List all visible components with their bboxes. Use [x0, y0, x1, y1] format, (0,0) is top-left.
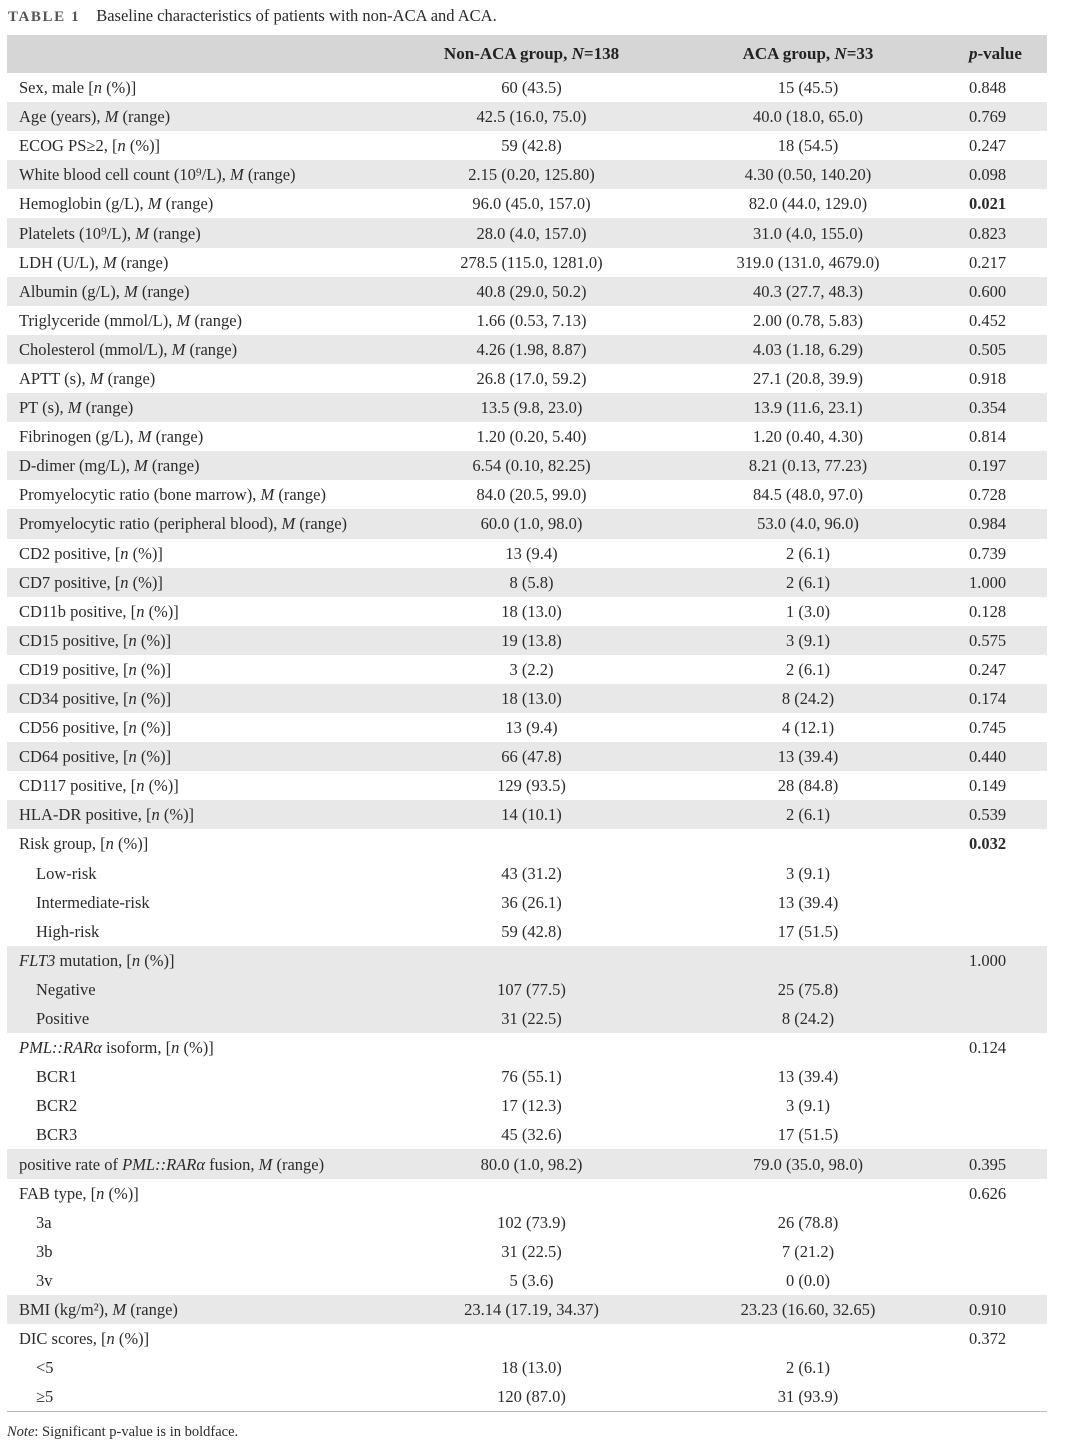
- aca-value: 13 (39.4): [777, 1067, 839, 1087]
- table-row: [7, 102, 1047, 131]
- non-aca-value: 107 (77.5): [397, 975, 666, 1004]
- non-aca-value: 23.14 (17.19, 34.37): [397, 1295, 666, 1324]
- aca-value: 2 (6.1): [666, 568, 950, 597]
- table-row: [7, 626, 1047, 655]
- non-aca-value: 3 (2.2): [509, 659, 554, 679]
- aca-value: 25 (75.8): [666, 975, 950, 1004]
- non-aca-value: 6.54 (0.10, 82.25): [397, 451, 666, 480]
- p-value: 0.918: [969, 368, 1007, 388]
- row-label: CD56 positive, [n (%)]: [19, 718, 172, 738]
- aca-value: 40.0 (18.0, 65.0): [666, 102, 950, 131]
- p-value: 0.197: [950, 451, 1047, 480]
- aca-value: 4 (12.1): [781, 718, 835, 738]
- row-label: CD64 positive, [n (%)]: [7, 742, 397, 771]
- aca-value: 18 (54.5): [777, 136, 839, 156]
- aca-value: 8 (24.2): [666, 684, 950, 713]
- row-label: DIC scores, [n (%)]: [19, 1329, 150, 1349]
- table-row: [7, 248, 1047, 277]
- p-value: 0.505: [950, 335, 1047, 364]
- p-value: 0.823: [950, 218, 1047, 247]
- non-aca-value: 60.0 (1.0, 98.0): [397, 509, 666, 538]
- p-value: 0.128: [969, 601, 1007, 621]
- aca-value: 13.9 (11.6, 23.1): [666, 393, 950, 422]
- row-label: HLA-DR positive, [n (%)]: [7, 800, 397, 829]
- table-row: [7, 277, 1047, 306]
- table-row: [7, 422, 1047, 451]
- table-row: [7, 917, 1047, 946]
- table-note: [7, 1420, 238, 1444]
- p-value: 0.354: [950, 393, 1047, 422]
- table-row: [7, 1004, 1047, 1033]
- p-value: 0.440: [950, 742, 1047, 771]
- aca-value: 17 (51.5): [777, 921, 839, 941]
- row-label: 3v: [36, 1270, 53, 1290]
- table-row: [7, 888, 1047, 917]
- p-value: 1.000: [950, 946, 1047, 975]
- aca-value: 8.21 (0.13, 77.23): [666, 451, 950, 480]
- non-aca-value: 129 (93.5): [497, 776, 566, 796]
- aca-value: [666, 946, 950, 975]
- p-value: [950, 1382, 1047, 1412]
- aca-value: 2 (6.1): [786, 659, 830, 679]
- p-value: 0.395: [950, 1149, 1047, 1178]
- non-aca-value: 4.26 (1.98, 8.87): [397, 335, 666, 364]
- p-value: 0.372: [969, 1329, 1007, 1349]
- non-aca-value: 26.8 (17.0, 59.2): [476, 368, 587, 388]
- aca-value: 3 (9.1): [786, 1096, 830, 1116]
- p-value: [950, 917, 1047, 946]
- table-row: [7, 73, 1047, 102]
- p-value: [950, 975, 1047, 1004]
- aca-value: 4.03 (1.18, 6.29): [666, 335, 950, 364]
- non-aca-value: 36 (26.1): [501, 892, 562, 912]
- non-aca-value: 120 (87.0): [397, 1382, 666, 1412]
- aca-value: [666, 1179, 950, 1208]
- row-label: CD7 positive, [n (%)]: [7, 568, 397, 597]
- aca-value: [666, 1324, 950, 1353]
- p-value: 0.539: [950, 800, 1047, 829]
- row-label: <5: [36, 1358, 54, 1378]
- p-value: 0.814: [969, 427, 1007, 447]
- non-aca-value: 18 (13.0): [501, 601, 562, 621]
- table-row: [7, 306, 1047, 335]
- aca-value: 84.5 (48.0, 97.0): [753, 485, 863, 505]
- p-value: 0.021: [969, 194, 1007, 214]
- row-label: White blood cell count (10⁹/L), M (range): [7, 160, 397, 189]
- p-value: 0.032: [969, 834, 1007, 854]
- table-row: [7, 975, 1047, 1004]
- row-label: BCR2: [36, 1096, 78, 1116]
- aca-value: 31.0 (4.0, 155.0): [666, 218, 950, 247]
- aca-value: [666, 829, 950, 858]
- note-text: : Significant p-value is in boldface.: [34, 1424, 239, 1440]
- row-label: Intermediate-risk: [36, 892, 150, 912]
- row-label: Promyelocytic ratio (peripheral blood), M (range): [7, 509, 397, 538]
- non-aca-value: 2.15 (0.20, 125.80): [397, 160, 666, 189]
- header-p-value: p-value: [950, 35, 1047, 73]
- aca-value: 8 (24.2): [666, 1004, 950, 1033]
- row-label: Promyelocytic ratio (bone marrow), M (range): [19, 485, 326, 505]
- aca-value: 1 (3.0): [786, 601, 830, 621]
- row-label: Cholesterol (mmol/L), M (range): [7, 335, 397, 364]
- non-aca-value: 19 (13.8): [397, 626, 666, 655]
- header-non-aca-group: Non-ACA group, N=138: [397, 35, 666, 73]
- row-label: CD19 positive, [n (%)]: [19, 659, 172, 679]
- p-value: 0.626: [969, 1183, 1007, 1203]
- non-aca-value: 18 (13.0): [501, 1358, 562, 1378]
- aca-value: 1.20 (0.40, 4.30): [753, 427, 863, 447]
- row-label: PML::RARα isoform, [n (%)]: [19, 1038, 214, 1058]
- row-label: Hemoglobin (g/L), M (range): [19, 194, 214, 214]
- p-value: [950, 1062, 1047, 1091]
- aca-value: 53.0 (4.0, 96.0): [666, 509, 950, 538]
- aca-value: 82.0 (44.0, 129.0): [748, 194, 868, 214]
- table-row: [7, 1120, 1047, 1149]
- p-value: 0.745: [969, 718, 1007, 738]
- aca-value: 13 (39.4): [666, 742, 950, 771]
- row-label: Albumin (g/L), M (range): [7, 277, 397, 306]
- p-value: 0.124: [969, 1038, 1007, 1058]
- non-aca-value: 96.0 (45.0, 157.0): [472, 194, 591, 214]
- non-aca-value: 84.0 (20.5, 99.0): [476, 485, 587, 505]
- table-row: [7, 509, 1047, 538]
- table-caption: [8, 4, 497, 28]
- aca-value: [666, 1033, 950, 1062]
- p-value: 1.000: [950, 568, 1047, 597]
- non-aca-value: 59 (42.8): [501, 136, 562, 156]
- table-row: [7, 655, 1047, 684]
- row-label: Age (years), M (range): [7, 102, 397, 131]
- non-aca-value: 80.0 (1.0, 98.2): [397, 1149, 666, 1178]
- row-label: High-risk: [36, 921, 100, 941]
- table-row: [7, 771, 1047, 800]
- non-aca-value: 5 (3.6): [509, 1270, 554, 1290]
- aca-value: 7 (21.2): [781, 1241, 835, 1261]
- table-row: [7, 1295, 1047, 1324]
- p-value: 0.217: [969, 252, 1007, 272]
- p-value: 0.149: [969, 776, 1007, 796]
- table-row: [7, 1091, 1047, 1120]
- row-label: BCR1: [36, 1067, 78, 1087]
- row-label: Platelets (10⁹/L), M (range): [7, 218, 397, 247]
- aca-value: 2 (6.1): [666, 800, 950, 829]
- aca-value: 28 (84.8): [777, 776, 839, 796]
- aca-value: 2 (6.1): [786, 543, 830, 563]
- aca-value: 79.0 (35.0, 98.0): [666, 1149, 950, 1178]
- table-row: [7, 1324, 1047, 1353]
- p-value: 0.848: [969, 78, 1007, 98]
- p-value: 0.247: [969, 659, 1007, 679]
- non-aca-value: 59 (42.8): [501, 921, 562, 941]
- table-title: Baseline characteristics of patients with non-ACA and ACA.: [96, 6, 497, 25]
- table-row: [7, 160, 1047, 189]
- non-aca-value: 102 (73.9): [497, 1212, 566, 1232]
- aca-value: 31 (93.9): [666, 1382, 950, 1412]
- row-label: Triglyceride (mmol/L), M (range): [19, 310, 243, 330]
- table-row: [7, 1266, 1047, 1295]
- table-row: [7, 480, 1047, 509]
- non-aca-value: 66 (47.8): [397, 742, 666, 771]
- table-row: [7, 393, 1047, 422]
- p-value: [950, 1120, 1047, 1149]
- p-value: 0.739: [969, 543, 1007, 563]
- row-label: PT (s), M (range): [7, 393, 397, 422]
- row-label: FLT3 mutation, [n (%)]: [7, 946, 397, 975]
- row-label: CD117 positive, [n (%)]: [19, 776, 179, 796]
- non-aca-value: 40.8 (29.0, 50.2): [397, 277, 666, 306]
- header-characteristic: [7, 35, 397, 73]
- row-label: CD2 positive, [n (%)]: [19, 543, 163, 563]
- table-row: [7, 1353, 1047, 1382]
- aca-value: 27.1 (20.8, 39.9): [753, 368, 863, 388]
- row-label: D-dimer (mg/L), M (range): [7, 451, 397, 480]
- p-value: [950, 1353, 1047, 1382]
- row-label: Positive: [7, 1004, 397, 1033]
- p-value: [950, 1004, 1047, 1033]
- row-label: CD11b positive, [n (%)]: [19, 601, 179, 621]
- aca-value: 23.23 (16.60, 32.65): [666, 1295, 950, 1324]
- non-aca-value: 76 (55.1): [501, 1067, 562, 1087]
- row-label: LDH (U/L), M (range): [19, 252, 169, 272]
- table-row: [7, 1382, 1047, 1412]
- non-aca-value: [397, 1179, 666, 1208]
- p-value: 0.728: [969, 485, 1007, 505]
- table-row: [7, 800, 1047, 829]
- p-value: 0.910: [950, 1295, 1047, 1324]
- aca-value: 2 (6.1): [786, 1358, 830, 1378]
- row-label: Fibrinogen (g/L), M (range): [19, 427, 204, 447]
- table-row: [7, 713, 1047, 742]
- p-value: [950, 859, 1047, 888]
- row-label: Negative: [7, 975, 397, 1004]
- table-row: [7, 1033, 1047, 1062]
- table-header-row: [7, 35, 1047, 73]
- aca-value: 26 (78.8): [777, 1212, 839, 1232]
- table-row: [7, 131, 1047, 160]
- non-aca-value: 14 (10.1): [397, 800, 666, 829]
- row-label: BMI (kg/m²), M (range): [7, 1295, 397, 1324]
- table-row: [7, 539, 1047, 568]
- row-label: CD34 positive, [n (%)]: [7, 684, 397, 713]
- aca-value: 4.30 (0.50, 140.20): [666, 160, 950, 189]
- row-label: Risk group, [n (%)]: [19, 834, 149, 854]
- aca-value: 3 (9.1): [666, 626, 950, 655]
- table-row: [7, 742, 1047, 771]
- baseline-characteristics-table: [7, 35, 1047, 1412]
- table-row: [7, 684, 1047, 713]
- aca-value: 3 (9.1): [786, 863, 830, 883]
- non-aca-value: 18 (13.0): [397, 684, 666, 713]
- aca-value: 319.0 (131.0, 4679.0): [736, 252, 880, 272]
- non-aca-value: 60 (43.5): [501, 78, 562, 98]
- row-label: FAB type, [n (%)]: [19, 1183, 139, 1203]
- table-row: [7, 1149, 1047, 1178]
- aca-value: 0 (0.0): [786, 1270, 830, 1290]
- table-row: [7, 859, 1047, 888]
- non-aca-value: 45 (32.6): [501, 1125, 562, 1145]
- non-aca-value: 13 (9.4): [505, 543, 558, 563]
- row-label: Low-risk: [36, 863, 97, 883]
- header-aca-group: ACA group, N=33: [666, 35, 950, 73]
- non-aca-value: 8 (5.8): [397, 568, 666, 597]
- non-aca-value: [397, 829, 666, 858]
- aca-value: 15 (45.5): [777, 78, 839, 98]
- non-aca-value: 13 (9.4): [505, 718, 558, 738]
- p-value: [950, 888, 1047, 917]
- row-label: ECOG PS≥2, [n (%)]: [19, 136, 161, 156]
- non-aca-value: [397, 946, 666, 975]
- row-label: positive rate of PML::RARα fusion, M (range): [7, 1149, 397, 1178]
- table-row: [7, 829, 1047, 858]
- table-row: [7, 946, 1047, 975]
- non-aca-value: 278.5 (115.0, 1281.0): [460, 252, 603, 272]
- row-label: 3a: [36, 1212, 52, 1232]
- non-aca-value: 1.20 (0.20, 5.40): [476, 427, 587, 447]
- p-value: 0.575: [950, 626, 1047, 655]
- table-row: [7, 335, 1047, 364]
- non-aca-value: 17 (12.3): [501, 1096, 562, 1116]
- non-aca-value: 1.66 (0.53, 7.13): [476, 310, 587, 330]
- non-aca-value: 31 (22.5): [397, 1004, 666, 1033]
- p-value: [950, 1266, 1047, 1295]
- table-number: TABLE 1: [8, 9, 81, 25]
- non-aca-value: 42.5 (16.0, 75.0): [397, 102, 666, 131]
- non-aca-value: 31 (22.5): [501, 1241, 562, 1261]
- non-aca-value: 28.0 (4.0, 157.0): [397, 218, 666, 247]
- p-value: [950, 1237, 1047, 1266]
- p-value: 0.984: [950, 509, 1047, 538]
- table-row: [7, 1237, 1047, 1266]
- p-value: [950, 1091, 1047, 1120]
- row-label: Sex, male [n (%)]: [19, 78, 137, 98]
- table-row: [7, 1062, 1047, 1091]
- p-value: 0.769: [950, 102, 1047, 131]
- aca-value: 13 (39.4): [777, 892, 839, 912]
- note-prefix: Note: [7, 1424, 35, 1440]
- aca-value: 2.00 (0.78, 5.83): [753, 310, 863, 330]
- p-value: 0.098: [950, 160, 1047, 189]
- table-row: [7, 218, 1047, 247]
- row-label: APTT (s), M (range): [19, 368, 156, 388]
- p-value: 0.174: [950, 684, 1047, 713]
- table-row: [7, 1179, 1047, 1208]
- p-value: 0.247: [969, 136, 1007, 156]
- table-row: [7, 1208, 1047, 1237]
- table-row: [7, 189, 1047, 218]
- table-row: [7, 568, 1047, 597]
- aca-value: 17 (51.5): [777, 1125, 839, 1145]
- table-row: [7, 364, 1047, 393]
- row-label: 3b: [36, 1241, 53, 1261]
- non-aca-value: 13.5 (9.8, 23.0): [397, 393, 666, 422]
- non-aca-value: 43 (31.2): [501, 863, 562, 883]
- aca-value: 40.3 (27.7, 48.3): [666, 277, 950, 306]
- p-value: 0.452: [969, 310, 1007, 330]
- table-row: [7, 451, 1047, 480]
- p-value: [950, 1208, 1047, 1237]
- p-value: 0.600: [950, 277, 1047, 306]
- row-label: CD15 positive, [n (%)]: [7, 626, 397, 655]
- row-label: BCR3: [36, 1125, 78, 1145]
- table-row: [7, 597, 1047, 626]
- non-aca-value: [397, 1324, 666, 1353]
- non-aca-value: [397, 1033, 666, 1062]
- row-label: ≥5: [7, 1382, 397, 1412]
